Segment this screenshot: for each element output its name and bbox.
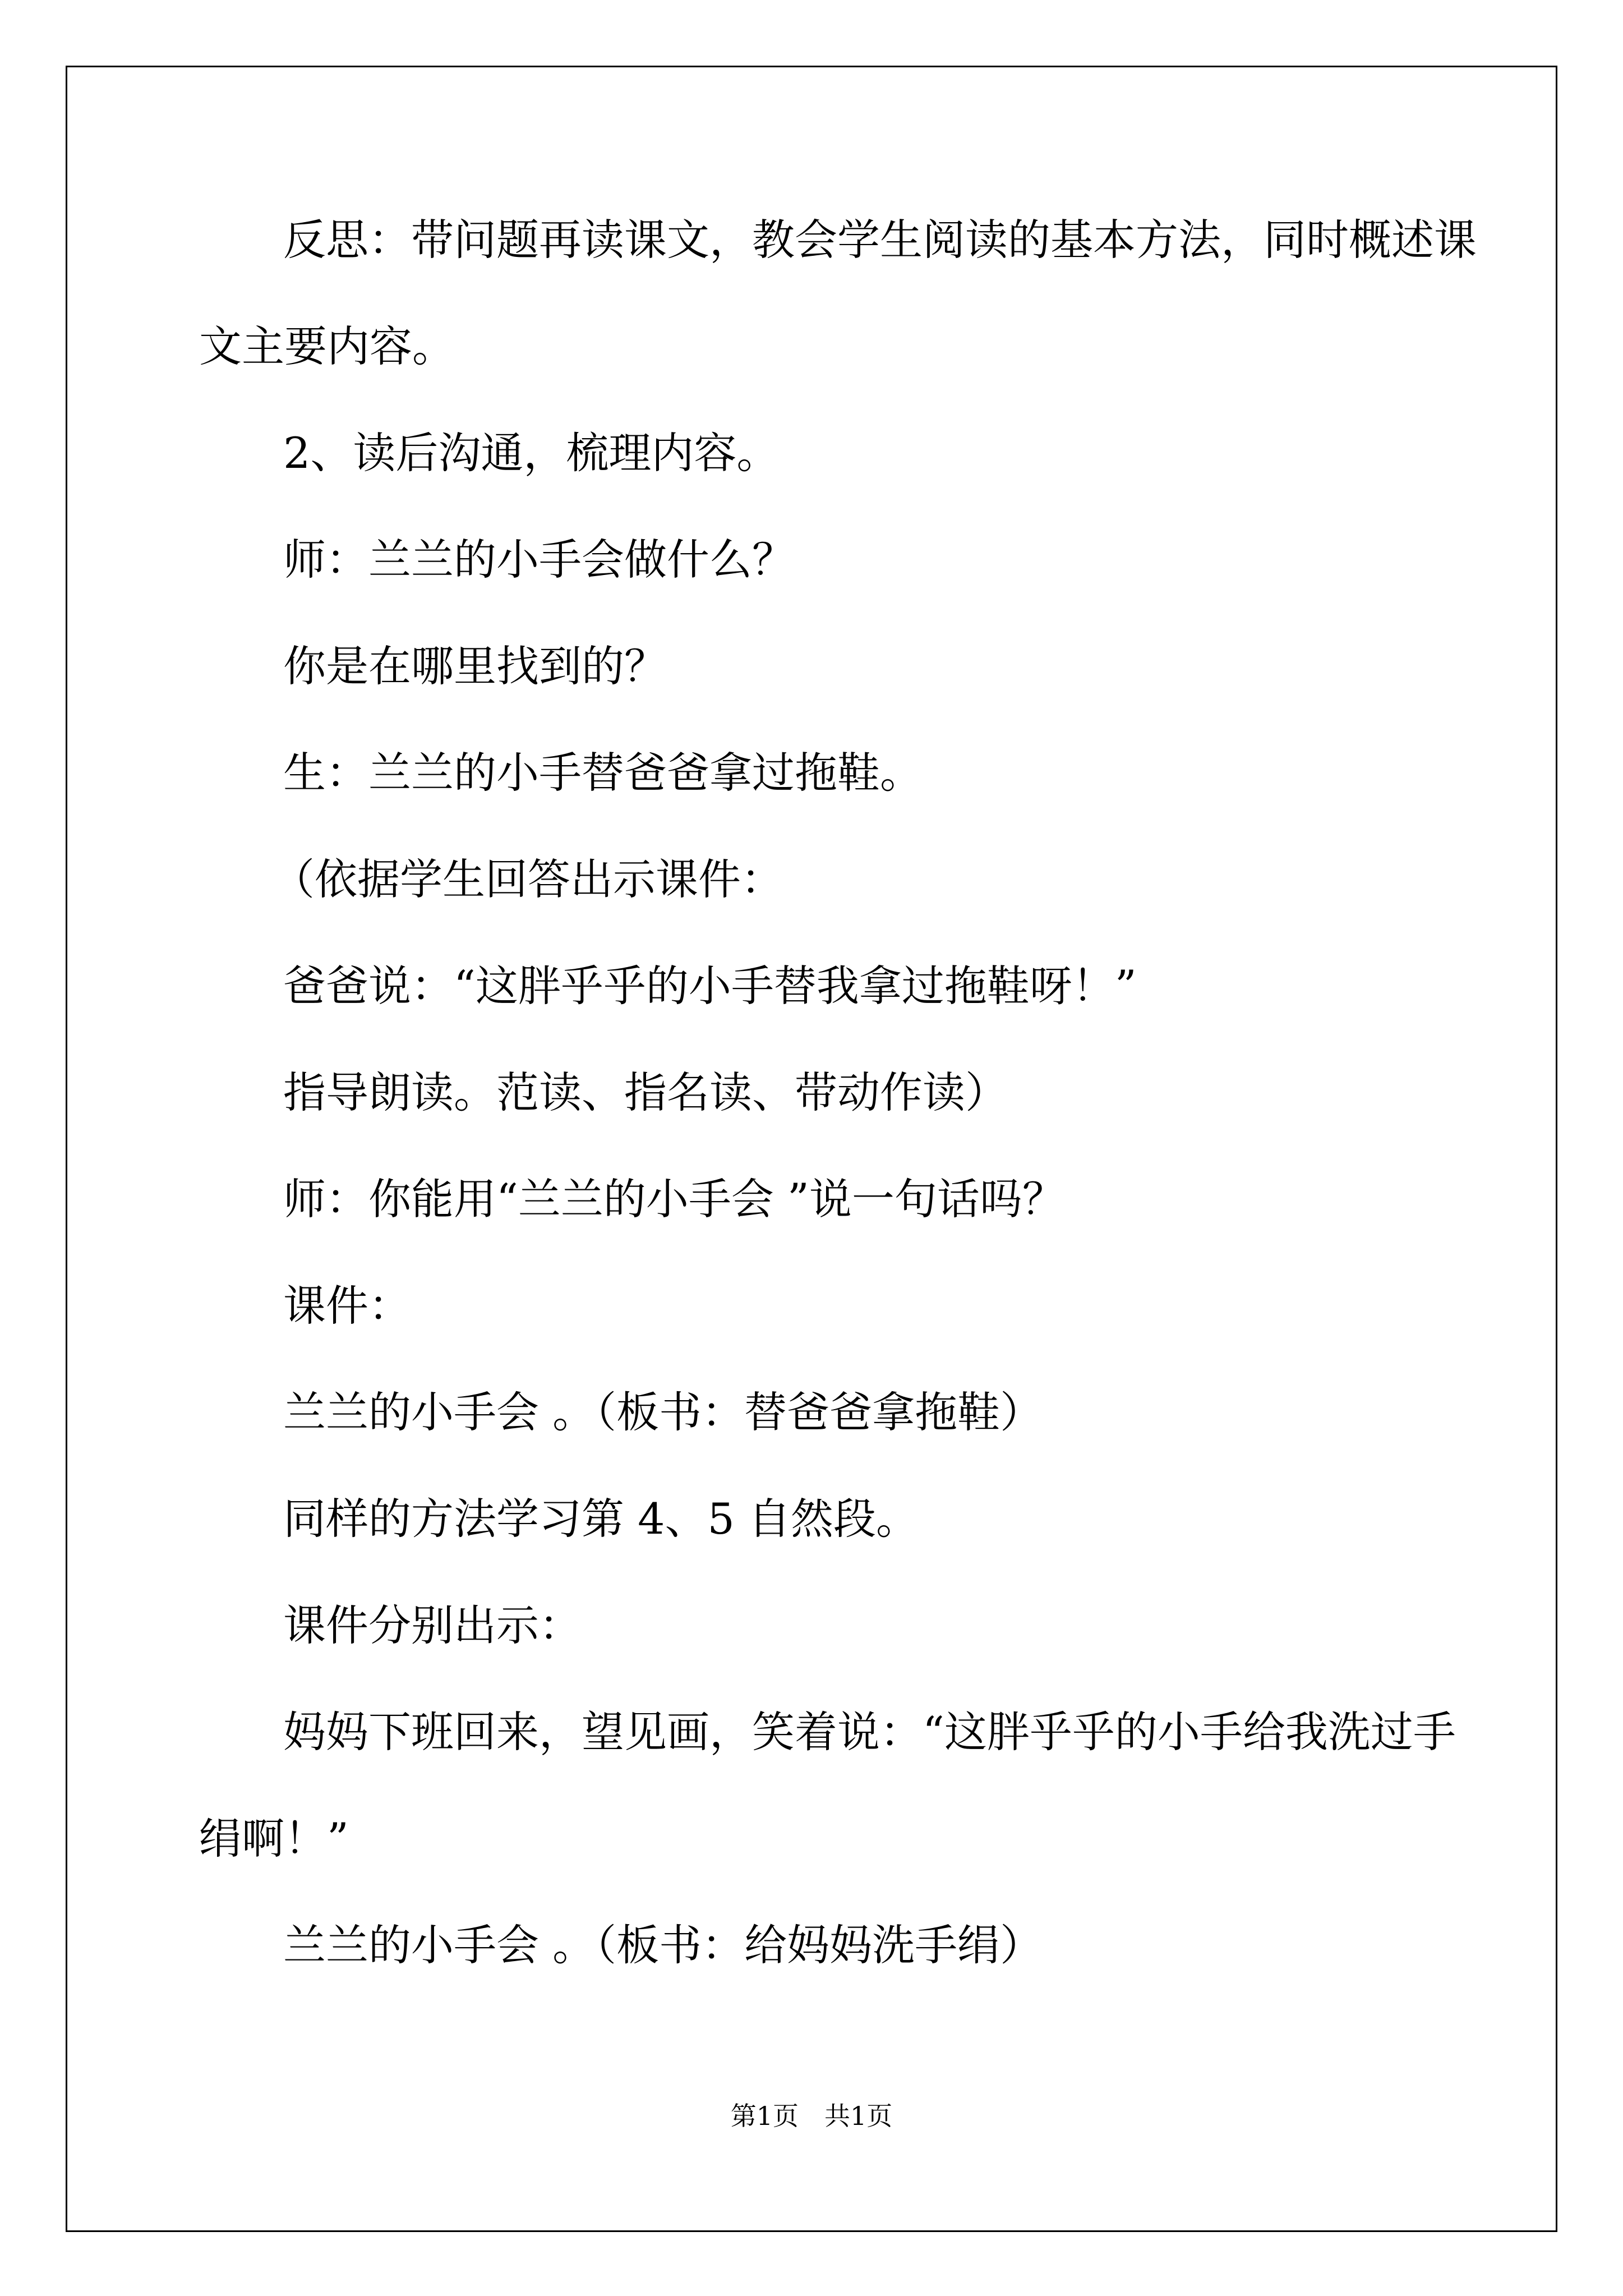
paragraph-1: 反思：带问题再读课文，教会学生阅读的基本方法，同时概述课 bbox=[283, 215, 1477, 265]
page-number-footer: 第1页 共1页 bbox=[730, 2101, 893, 2131]
paragraph-11: 兰兰的小手会 。（板书：替爸爸拿拖鞋） bbox=[283, 1387, 1043, 1437]
paragraph-2: 2、读后沟通，梳理内容。 bbox=[283, 428, 780, 478]
paragraph-10: 课件： bbox=[283, 1281, 411, 1331]
paragraph-4: 你是在哪里找到的？ bbox=[283, 641, 667, 691]
paragraph-5: 生：兰兰的小手替爸爸拿过拖鞋。 bbox=[283, 748, 923, 798]
paragraph-9: 师：你能用“兰兰的小手会 ”说一句话吗？ bbox=[283, 1174, 1065, 1224]
paragraph-13: 课件分别出示： bbox=[283, 1600, 582, 1650]
paragraph-3: 师：兰兰的小手会做什么？ bbox=[283, 535, 795, 585]
paragraph-14-continued: 绢啊！” bbox=[199, 1814, 349, 1864]
paragraph-12: 同样的方法学习第 4、5 自然段。 bbox=[283, 1494, 919, 1544]
paragraph-7: 爸爸说：“这胖乎乎的小手替我拿过拖鞋呀！” bbox=[283, 961, 1137, 1011]
paragraph-15: 兰兰的小手会 。（板书：给妈妈洗手绢） bbox=[283, 1920, 1043, 1970]
paragraph-8: 指导朗读。范读、指名读、带动作读） bbox=[283, 1068, 1008, 1117]
paragraph-6: （依据学生回答出示课件： bbox=[272, 854, 783, 904]
paragraph-1-continued: 文主要内容。 bbox=[199, 321, 455, 371]
page-border bbox=[66, 66, 1557, 2232]
paragraph-14: 妈妈下班回来，望见画，笑着说：“这胖乎乎的小手给我洗过手 bbox=[283, 1707, 1456, 1757]
